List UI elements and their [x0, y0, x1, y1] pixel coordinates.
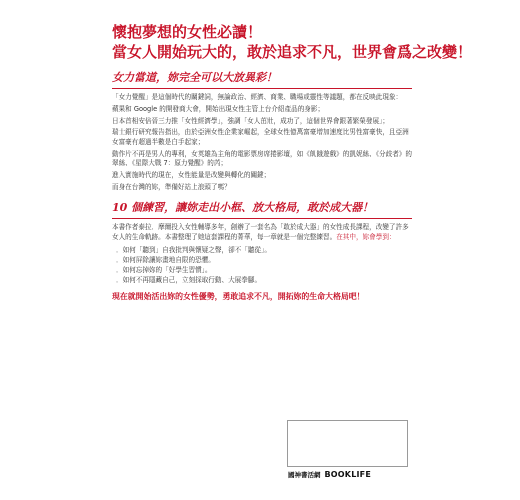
section-1-paragraph: 動作片不再是男人的專利，女英雄為主角的電影票房席捲影壇，如《飢餓遊戲》的凱妮絲、《分歧者》的翠絲、《星際大戰 7：原力覺醒》的芮； [112, 149, 413, 168]
section-2-title: 10 個練習，讓妳走出小框、放大格局，敢於成大器！ [112, 201, 374, 215]
section-2-intro [112, 223, 412, 242]
publisher-logo [288, 470, 371, 479]
learning-list-item: ．如何屏除讓妳畫地自限的恐懼。 [116, 256, 215, 265]
section-1-paragraph: 「女力覺醒」是這個時代的關鍵詞，無論政治、經濟、商業、職場或靈性等議題，都在反映此現象： [112, 93, 403, 101]
section-2-divider [112, 218, 412, 219]
barcode-area [287, 420, 408, 467]
section-1-paragraph: 蘋果和 Google 的開發商大會，開始出現女性主管上台介紹產品的身影； [112, 104, 325, 113]
section-1-paragraph: 進入實施時代的現在，女性能量是改變與轉化的關鍵； [112, 171, 271, 180]
publisher-name-english: BOOKLIFE [324, 470, 372, 479]
back-cover-text [112, 22, 473, 302]
closing-line: 現在就開始活出妳的女性優勢，勇敢追求不凡，開拓妳的生命大格局吧！ [112, 291, 365, 301]
section-1-paragraph: 而身在台灣的妳，準備好站上浪頭了嗎？ [112, 182, 231, 191]
learning-list-item: ．如何忘掉妳的「好學生習慣」。 [116, 266, 212, 275]
section-2-intro-highlight: 在其中，妳會學到： [336, 233, 396, 242]
section-1-divider [112, 88, 412, 89]
headline-line-1: 懷抱夢想的女性必讀！ [112, 23, 263, 41]
section-1-paragraph: 瑞士銀行研究報告指出，由於亞洲女性企業家崛起，全球女性億萬富豪增加速度比男性富豪快，且亞洲女富豪有超過半數是白手起家； [112, 128, 409, 146]
section-1-paragraph: 日本首相安倍晉三力推「女性經濟學」，強調「女人茁壯，成功了，這個世界會跟著繁榮發展」； [112, 116, 389, 125]
publisher-name-chinese: 國神書活網 [288, 471, 321, 479]
learning-list [112, 245, 412, 286]
learning-list-item: ．如何「聽到」自我批判與懷疑之聲，卻不「聽從」。 [116, 245, 271, 254]
headline-line-2: 當女人開始玩大的，敢於追求不凡，世界會爲之改變！ [112, 43, 473, 61]
section-2-intro-text: 本書作者泰拉．摩爾投入女性輔導多年，創辦了一套名為「敢於成大器」的女性成長課程，改變了許多女人的生命軌跡。本書整理了她這套課程的菁華，每一章就是一個完整練習。 [112, 223, 409, 242]
section-1-title: 女力當道，妳完全可以大放異彩！ [112, 71, 277, 84]
learning-list-item: ．如何不再隱藏自己，立刻採取行動、大展拳腳。 [116, 276, 262, 285]
